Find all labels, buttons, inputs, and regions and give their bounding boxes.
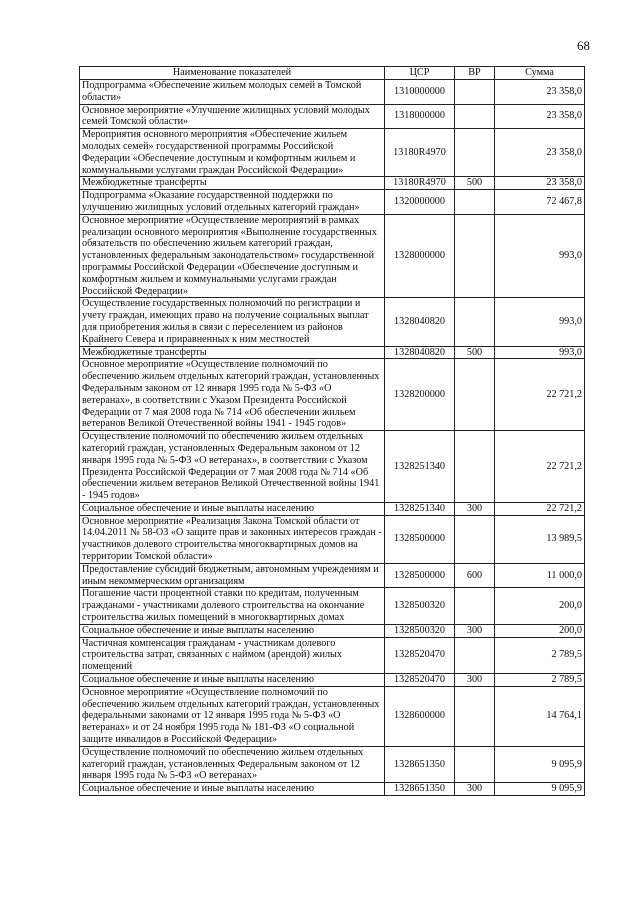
- table-row: [80, 346, 585, 359]
- cell-csr: 1328500320: [385, 588, 455, 624]
- cell-name: Подпрограмма «Обеспечение жильем молодых семей в Томской области»: [80, 80, 385, 105]
- cell-vr: [455, 637, 495, 673]
- cell-sum: 72 467,8: [495, 190, 585, 215]
- cell-name: Межбюджетные трансферты: [80, 346, 385, 359]
- cell-vr: [455, 129, 495, 177]
- cell-name: Социальное обеспечение и иные выплаты населению: [80, 674, 385, 687]
- cell-name: Мероприятия основного мероприятия «Обеспечение жильем молодых семей» государственной программы Российской Федерации «Обеспечение доступным и комфортным жильем и коммунальными услугами граждан Российской Федерации»: [80, 129, 385, 177]
- cell-name: Погашение части процентной ставки по кредитам, полученным гражданами - участниками долевого строительства на окончание строительства жилых помещений в многоквартирных домах: [80, 588, 385, 624]
- cell-csr: 1328500320: [385, 624, 455, 637]
- table-row: [80, 515, 585, 563]
- cell-csr: 13180R4970: [385, 177, 455, 190]
- table-row: [80, 190, 585, 215]
- cell-name: Основное мероприятие «Осуществление полномочий по обеспечению жильем отдельных категорий граждан, установленных федеральными законами от 12 января 1995 года № 5-ФЗ «О ветеранах» и от 24 ноября 1995 года № 181-ФЗ «О социальной защите инвалидов в Российской Федерации»: [80, 686, 385, 746]
- page-number: 68: [577, 38, 590, 53]
- cell-vr: [455, 588, 495, 624]
- cell-name: Частичная компенсация гражданам - участникам долевого строительства затрат, связанных с наймом (арендой) жилых помещений: [80, 637, 385, 673]
- cell-name: Основное мероприятие «Осуществление полномочий по обеспечению жильем отдельных категорий граждан, установленных Федеральным законом от 12 января 1995 года № 5-ФЗ «О ветеранах», в соответствии с Указом Президента Российской Федерации от 7 мая 2008 года № 714 «Об обеспечении жильем ветеранов Великой Отечественной войны 1941 - 1945 годов»: [80, 359, 385, 431]
- table-row: [80, 214, 585, 298]
- cell-vr: [455, 298, 495, 346]
- cell-sum: 200,0: [495, 624, 585, 637]
- cell-sum: 22 721,2: [495, 502, 585, 515]
- cell-name: Социальное обеспечение и иные выплаты населению: [80, 502, 385, 515]
- cell-csr: 1328651350: [385, 746, 455, 782]
- cell-name: Предоставление субсидий бюджетным, автономным учреждениям и иным некоммерческим организациям: [80, 563, 385, 588]
- cell-name: Социальное обеспечение и иные выплаты населению: [80, 624, 385, 637]
- cell-sum: 22 721,2: [495, 431, 585, 503]
- cell-vr: [455, 686, 495, 746]
- cell-vr: [455, 359, 495, 431]
- cell-name: Межбюджетные трансферты: [80, 177, 385, 190]
- cell-sum: 200,0: [495, 588, 585, 624]
- table-row: [80, 298, 585, 346]
- cell-name: Подпрограмма «Оказание государственной поддержки по улучшению жилищных условий отдельных категорий граждан»: [80, 190, 385, 215]
- table-row: [80, 129, 585, 177]
- cell-csr: 13180R4970: [385, 129, 455, 177]
- cell-vr: [455, 104, 495, 129]
- cell-name: Осуществление полномочий по обеспечению жильем отдельных категорий граждан, установленных Федеральным законом от 12 января 1995 года № 5-ФЗ «О ветеранах», в соответствии с Указом Президента Российской Федерации от 7 мая 2008 года № 714 «Об обеспечении жильем ветеранов Великой Отечественной войны 1941 - 1945 годов»: [80, 431, 385, 503]
- cell-vr: 500: [455, 177, 495, 190]
- table-row: [80, 431, 585, 503]
- cell-name: Осуществление государственных полномочий по регистрации и учету граждан, имеющих право на получение социальных выплат для приобретения жилья в связи с переселением из районов Крайнего Севера и приравненных к ним местностей: [80, 298, 385, 346]
- cell-sum: 11 000,0: [495, 563, 585, 588]
- cell-csr: 1328651350: [385, 783, 455, 796]
- header-name: Наименование показателей: [80, 67, 385, 80]
- cell-csr: 1328200000: [385, 359, 455, 431]
- cell-sum: 23 358,0: [495, 80, 585, 105]
- cell-sum: 2 789,5: [495, 637, 585, 673]
- cell-sum: 993,0: [495, 214, 585, 298]
- header-csr: ЦСР: [385, 67, 455, 80]
- table-row: [80, 783, 585, 796]
- cell-csr: 1328251340: [385, 502, 455, 515]
- cell-sum: 23 358,0: [495, 129, 585, 177]
- header-sum: Сумма: [495, 67, 585, 80]
- cell-vr: 600: [455, 563, 495, 588]
- cell-sum: 23 358,0: [495, 104, 585, 129]
- table-row: [80, 80, 585, 105]
- table-body: [80, 80, 585, 796]
- cell-vr: 300: [455, 674, 495, 687]
- budget-table: [79, 66, 585, 796]
- cell-name: Основное мероприятие «Реализация Закона Томской области от 14.04.2011 № 58-ОЗ «О защите прав и законных интересов граждан - участников долевого строительства многоквартирных домов на территории Томской области»: [80, 515, 385, 563]
- cell-vr: [455, 190, 495, 215]
- cell-csr: 1328520470: [385, 637, 455, 673]
- cell-csr: 1328500000: [385, 563, 455, 588]
- cell-name: Социальное обеспечение и иные выплаты населению: [80, 783, 385, 796]
- cell-csr: 1328600000: [385, 686, 455, 746]
- cell-sum: 9 095,9: [495, 783, 585, 796]
- cell-vr: [455, 515, 495, 563]
- table-row: [80, 359, 585, 431]
- cell-vr: 300: [455, 624, 495, 637]
- cell-name: Основное мероприятие «Осуществление мероприятий в рамках реализации основного мероприятия «Выполнение государственных обязательств по обеспечению жильем категорий граждан, установленных федеральным законодательством» государственной программы Российской Федерации «Обеспечение доступным и комфортным жильем и коммунальными услугами граждан Российской Федерации»: [80, 214, 385, 298]
- cell-csr: 1328251340: [385, 431, 455, 503]
- table-row: [80, 637, 585, 673]
- cell-csr: 1328000000: [385, 214, 455, 298]
- cell-name: Основное мероприятие «Улучшение жилищных условий молодых семей Томской области»: [80, 104, 385, 129]
- cell-vr: 500: [455, 346, 495, 359]
- header-vr: ВР: [455, 67, 495, 80]
- cell-csr: 1328520470: [385, 674, 455, 687]
- cell-sum: 2 789,5: [495, 674, 585, 687]
- cell-csr: 1328040820: [385, 346, 455, 359]
- cell-sum: 9 095,9: [495, 746, 585, 782]
- table-row: [80, 746, 585, 782]
- cell-csr: 1318000000: [385, 104, 455, 129]
- cell-sum: 993,0: [495, 346, 585, 359]
- table-row: [80, 624, 585, 637]
- cell-csr: 1328040820: [385, 298, 455, 346]
- cell-vr: [455, 431, 495, 503]
- cell-vr: [455, 746, 495, 782]
- cell-sum: 23 358,0: [495, 177, 585, 190]
- cell-csr: 1310000000: [385, 80, 455, 105]
- cell-vr: 300: [455, 783, 495, 796]
- cell-vr: 300: [455, 502, 495, 515]
- table-row: [80, 588, 585, 624]
- table-row: [80, 502, 585, 515]
- cell-name: Осуществление полномочий по обеспечению жильем отдельных категорий граждан, установленных Федеральным законом от 12 января 1995 года № 5-ФЗ «О ветеранах»: [80, 746, 385, 782]
- table-row: [80, 177, 585, 190]
- table-row: [80, 104, 585, 129]
- cell-sum: 13 989,5: [495, 515, 585, 563]
- cell-sum: 993,0: [495, 298, 585, 346]
- cell-vr: [455, 80, 495, 105]
- table-row: [80, 674, 585, 687]
- table-row: [80, 686, 585, 746]
- table-row: [80, 563, 585, 588]
- cell-sum: 14 764,1: [495, 686, 585, 746]
- table-header-row: [80, 67, 585, 80]
- cell-vr: [455, 214, 495, 298]
- cell-csr: 1328500000: [385, 515, 455, 563]
- cell-sum: 22 721,2: [495, 359, 585, 431]
- cell-csr: 1320000000: [385, 190, 455, 215]
